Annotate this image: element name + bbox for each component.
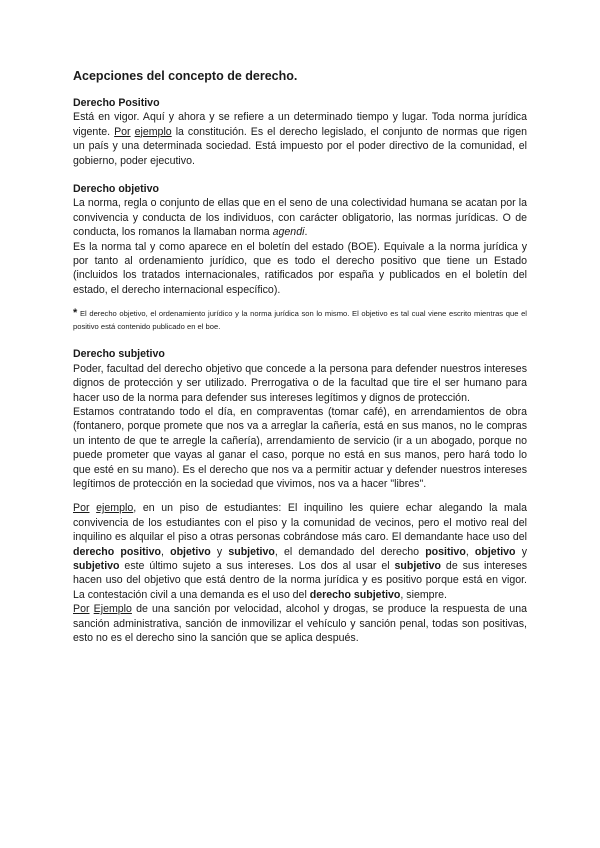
asterisk: * <box>73 307 78 320</box>
document-title: Acepciones del concepto de derecho. <box>73 69 298 83</box>
paragraph: La norma, regla o conjunto de ellas que en el seno de una colectividad humana se acatan por la convivencia y conducta de los individuos, con carácter obligatorio, las normas jurídicas. O de conducta, los romanos la llamaban norma agendi. <box>73 197 527 239</box>
paragraph: Estamos contratando todo el día, en compraventas (tomar café), en arrendamientos de obra (fontanero, porque promete que nos va a arreglar la cañería, está en sus manos, no le compras un intento de que te arregle la cañería), arrendamiento de servicio (ir a un abogado, porque no puede prometer que vayas al ganar el caso, porque no está en sus manos, pero hará todo lo que esté en su mano). Es el derecho que nos va a permitir actuar y defender nuestros intereses legítimos de protección en la sociedad que vivimos, nos va a hacer "libres". <box>73 405 527 490</box>
italic-term: agendi <box>272 226 305 239</box>
underlined-text: Por <box>114 125 131 138</box>
paragraph: Está en vigor. Aquí y ahora y se refiere a un determinado tiempo y lugar. Toda norma jurídica vigente. Por ejemplo la constitución. Es el derecho legislado, el conjunto de normas que rigen un país y una determinada sociedad. Está impuesto por el poder directivo de la comunidad, el gobierno, poder ejecutivo. <box>73 111 527 167</box>
paragraph-example: Por Ejemplo de una sanción por velocidad, alcohol y drogas, se produce la respuesta de una sanción administrativa, sanción de inmovilizar el vehículo y sanción penal, todas son positivas, esto no es el derecho sino la sanción que se aplica después. <box>73 603 527 644</box>
underlined-text: ejemplo <box>134 125 172 138</box>
section-derecho-positivo <box>73 96 527 168</box>
paragraph: Es la norma tal y como aparece en el boletín del estado (BOE). Equivale a la norma jurídica y por tanto al ordenamiento jurídico, que es todo el derecho positivo que tiene un Estado (incluidos los tratados internacionales, ratificados por españa y publicados en el boletín del estado, el derecho internacional específico). <box>73 240 527 296</box>
paragraph-example: Por ejemplo, en un piso de estudiantes: El inquilino les quiere echar alegando la mala convivencia de los estudiantes con el piso y la comunidad de vecinos, pero el motivo real del inquilino es alquilar el piso a otras personas cobrándose más caro. El demandante hace uso del derecho positivo, objetivo y subjetivo, el demandado del derecho positivo, objetivo y subjetivo este último sujeto a sus intereses. Los dos al usar el subjetivo de sus intereses hacen uso del objetivo que está dentro de la norma jurídica y es positivo porque está en vigor. La contestación civil a una demanda es el uso del derecho subjetivo, siempre. <box>73 502 528 601</box>
section-derecho-objetivo <box>73 182 527 333</box>
document-body <box>73 96 527 645</box>
paragraph: Poder, facultad del derecho objetivo que concede a la persona para defender nuestros intereses dignos de protección y ser utilizado. Prerrogativa o de la facultad que tire el ser humano para hacer uso de la norma para defender sus intereses legítimos y dignos de protección. <box>73 362 527 404</box>
section-heading: Derecho Positivo <box>73 97 160 109</box>
note: * El derecho objetivo, el ordenamiento jurídico y la norma jurídica son lo mismo. El objetivo es tal cual viene escrito mientras que el positivo está contenido publicado en el boe. <box>73 307 527 332</box>
section-heading: Derecho objetivo <box>73 183 159 196</box>
section-derecho-subjetivo <box>73 347 527 645</box>
section-heading: Derecho subjetivo <box>73 348 165 361</box>
